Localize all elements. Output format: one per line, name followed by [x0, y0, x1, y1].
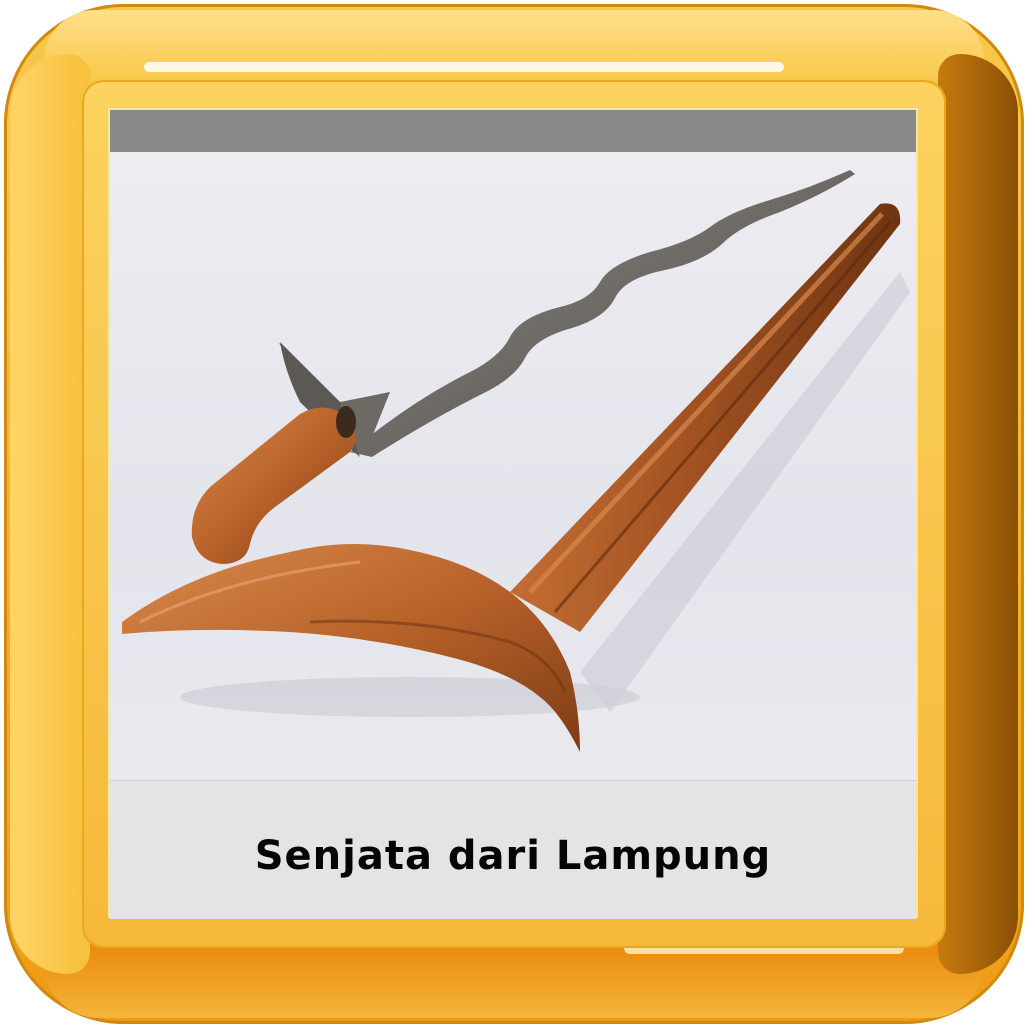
caption-area	[110, 780, 916, 919]
content-panel[interactable]	[108, 108, 918, 918]
frame-bevel-right	[938, 54, 1018, 974]
frame-bevel-bottom	[44, 943, 984, 1018]
keris-hilt	[192, 407, 356, 564]
keris-photo	[110, 152, 916, 780]
frame-bevel-left	[10, 54, 90, 974]
top-bar	[110, 110, 916, 152]
frame-highlight-top	[144, 62, 784, 72]
caption-title: Senjata dari Lampung	[254, 833, 772, 879]
keris-hilt-collar	[336, 406, 356, 438]
sheath-mouth	[122, 544, 580, 752]
keris-illustration	[110, 152, 916, 780]
